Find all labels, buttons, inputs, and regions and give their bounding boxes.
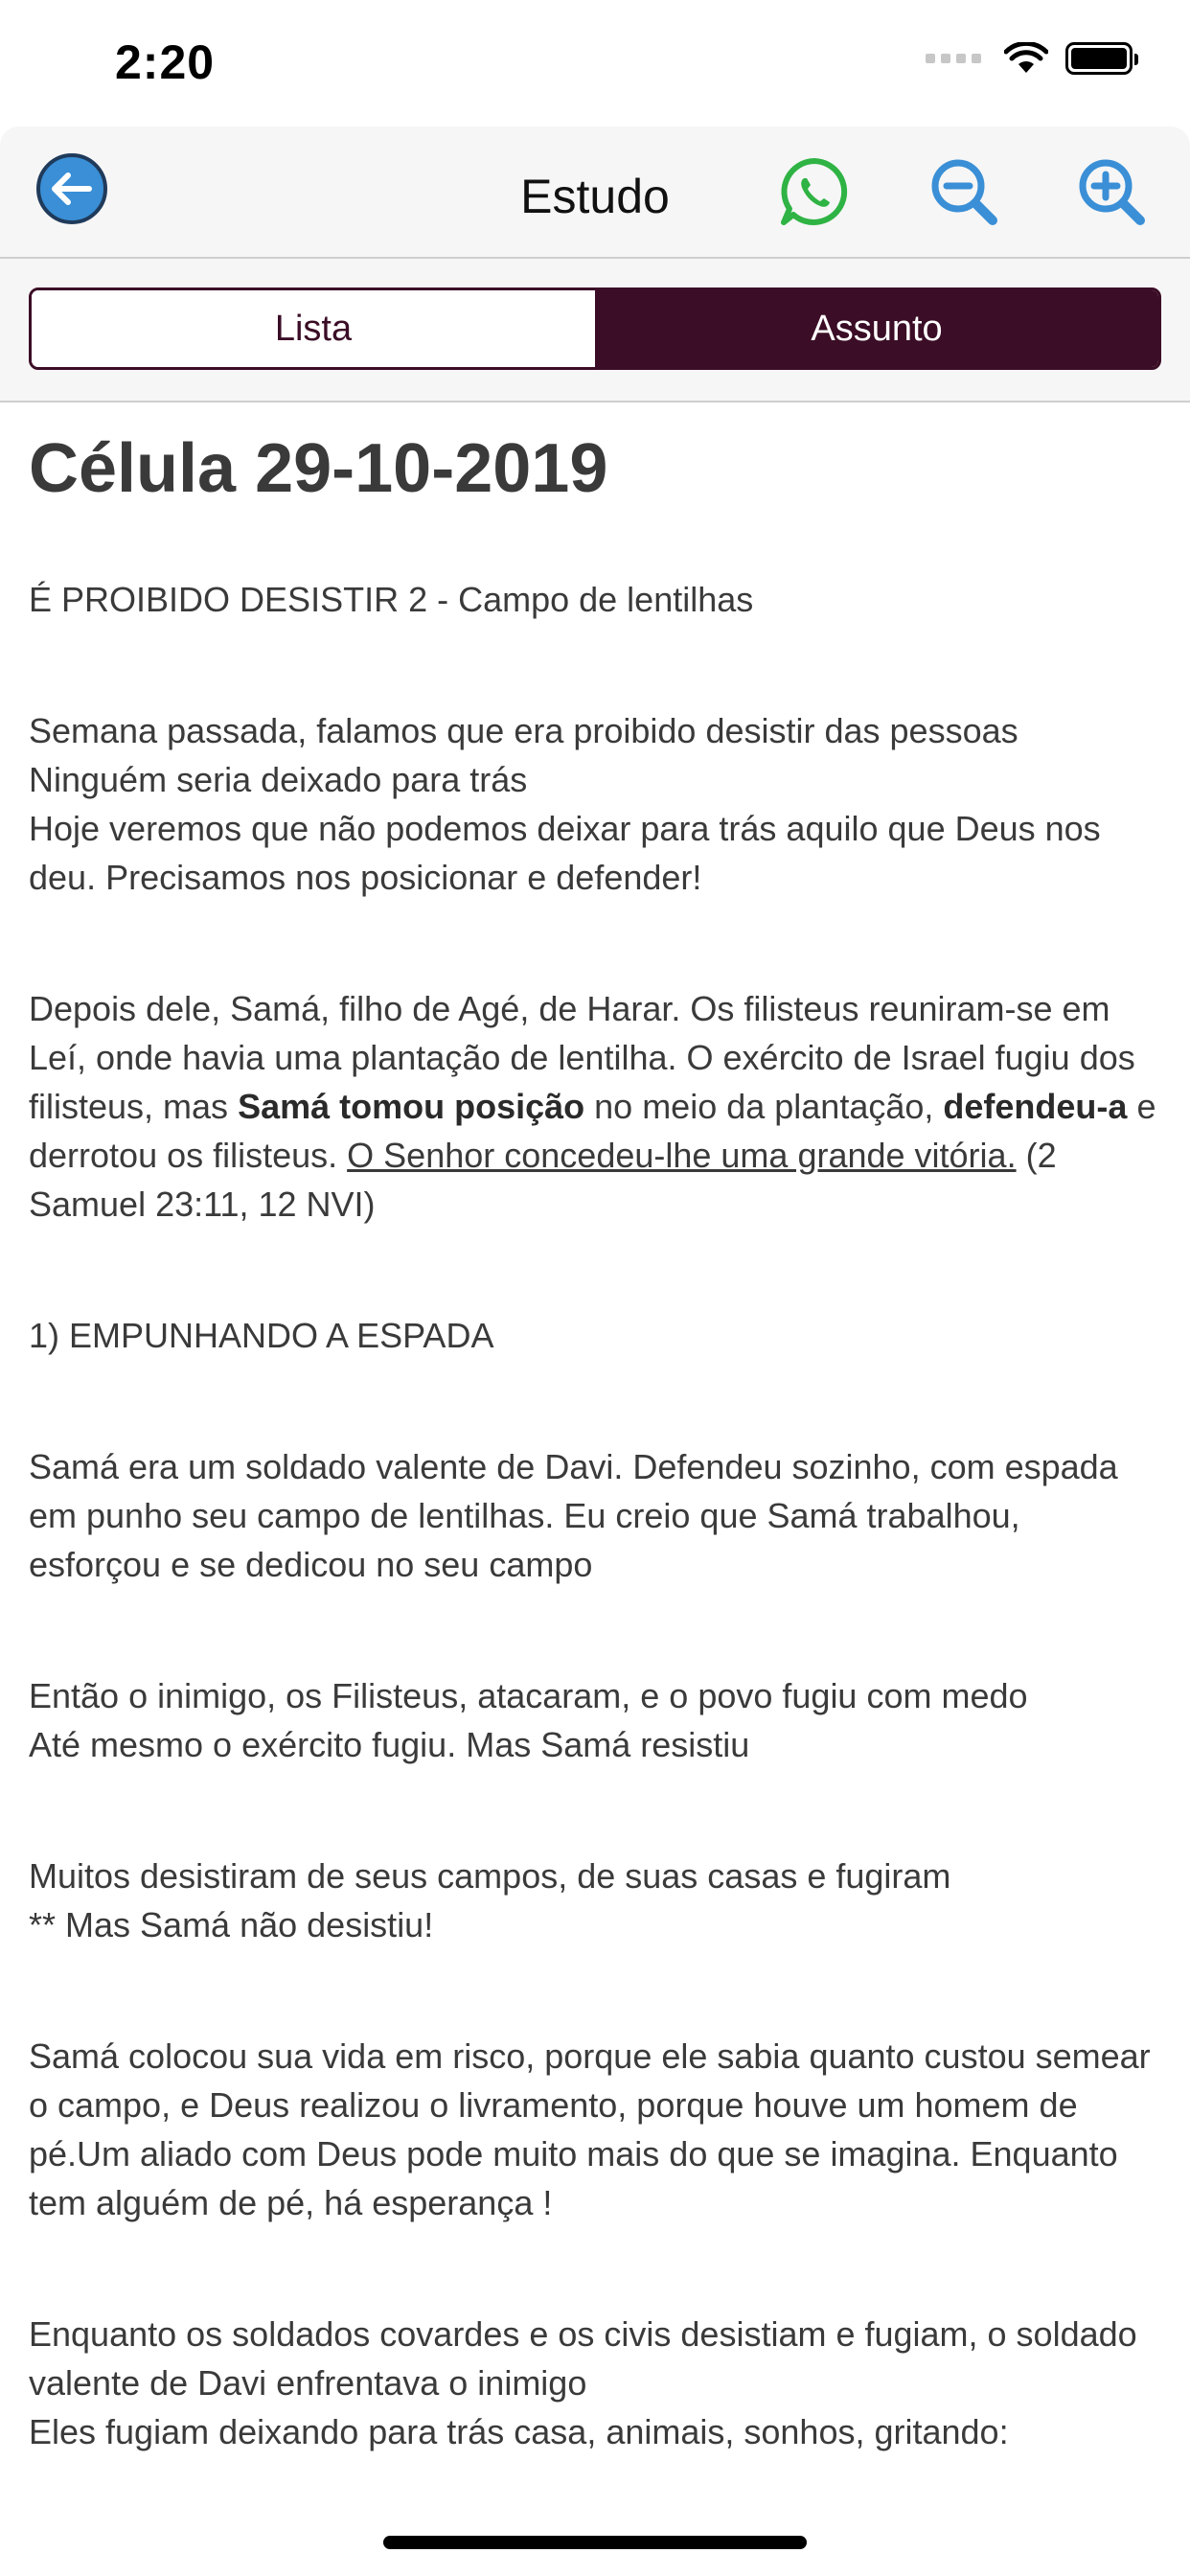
study-content[interactable] (29, 422, 1159, 2472)
zoom-out-button[interactable] (927, 155, 1000, 228)
segment-assunto[interactable]: Assunto (595, 290, 1158, 367)
zoom-in-button[interactable] (1075, 155, 1148, 228)
segment-lista[interactable]: Lista (32, 290, 595, 367)
battery-icon (1065, 42, 1133, 75)
section-heading: 1) EMPUNHANDO A ESPADA (29, 1316, 494, 1355)
paragraph: Semana passada, falamos que era proibido desistir das pessoas Ninguém seria deixado para trás Hoje veremos que não podemos deixar para trás aquilo que Deus nos deu. Precisamos nos posicionar e defender! (29, 711, 1101, 897)
paragraph: Muitos desistiram de seus campos, de suas casas e fugiram ** Mas Samá não desistiu! (29, 1856, 951, 1944)
page-title: Estudo (520, 170, 670, 223)
zoom-in-icon (1075, 155, 1148, 228)
home-indicator[interactable] (383, 2536, 807, 2549)
whatsapp-icon (778, 155, 851, 228)
paragraph: Samá colocou sua vida em risco, porque ele sabia quanto custou semear o campo, e Deus realizou o livramento, porque houve um homem de pé.Um aliado com Deus pode muito mais do que se imagina. Enquanto tem alguém de pé, há esperança ! (29, 2036, 1151, 2222)
study-heading: É PROIBIDO DESISTIR 2 - Campo de lentilhas (29, 580, 754, 619)
whatsapp-share-button[interactable] (778, 155, 851, 228)
paragraph: Então o inimigo, os Filisteus, atacaram, e o povo fugiu com medo Até mesmo o exército fugiu. Mas Samá resistiu (29, 1676, 1028, 1764)
scripture-paragraph: Depois dele, Samá, filho de Agé, de Harar. Os filisteus reuniram-se em Leí, onde havia uma plantação de lentilha. O exército de Israel fugiu dos filisteus, mas Samá tomou posição no meio da plantação, defendeu-a e derrotou os filisteus. O Senhor concedeu-lhe uma grande vitória. (2 Samuel 23:11, 12 NVI) (29, 989, 1156, 1224)
segmented-control-bar (0, 259, 1190, 402)
wifi-icon (1004, 42, 1048, 75)
paragraph: Samá era um soldado valente de Davi. Defendeu sozinho, com espada em punho seu campo de lentilhas. Eu creio que Samá trabalhou, esforçou e se dedicou no seu campo (29, 1447, 1118, 1584)
zoom-out-icon (927, 155, 1000, 228)
segmented-control (29, 288, 1161, 370)
status-bar (0, 0, 1190, 126)
status-time: 2:20 (115, 35, 216, 89)
status-icons (926, 42, 1133, 75)
cellular-signal-icon (926, 54, 981, 63)
study-title: Célula 29-10-2019 (29, 430, 608, 507)
navigation-bar (0, 126, 1190, 259)
paragraph: Enquanto os soldados covardes e os civis desistiam e fugiam, o soldado valente de Davi enfrentava o inimigo Eles fugiam deixando para trás casa, animais, sonhos, gritando: (29, 2314, 1137, 2451)
